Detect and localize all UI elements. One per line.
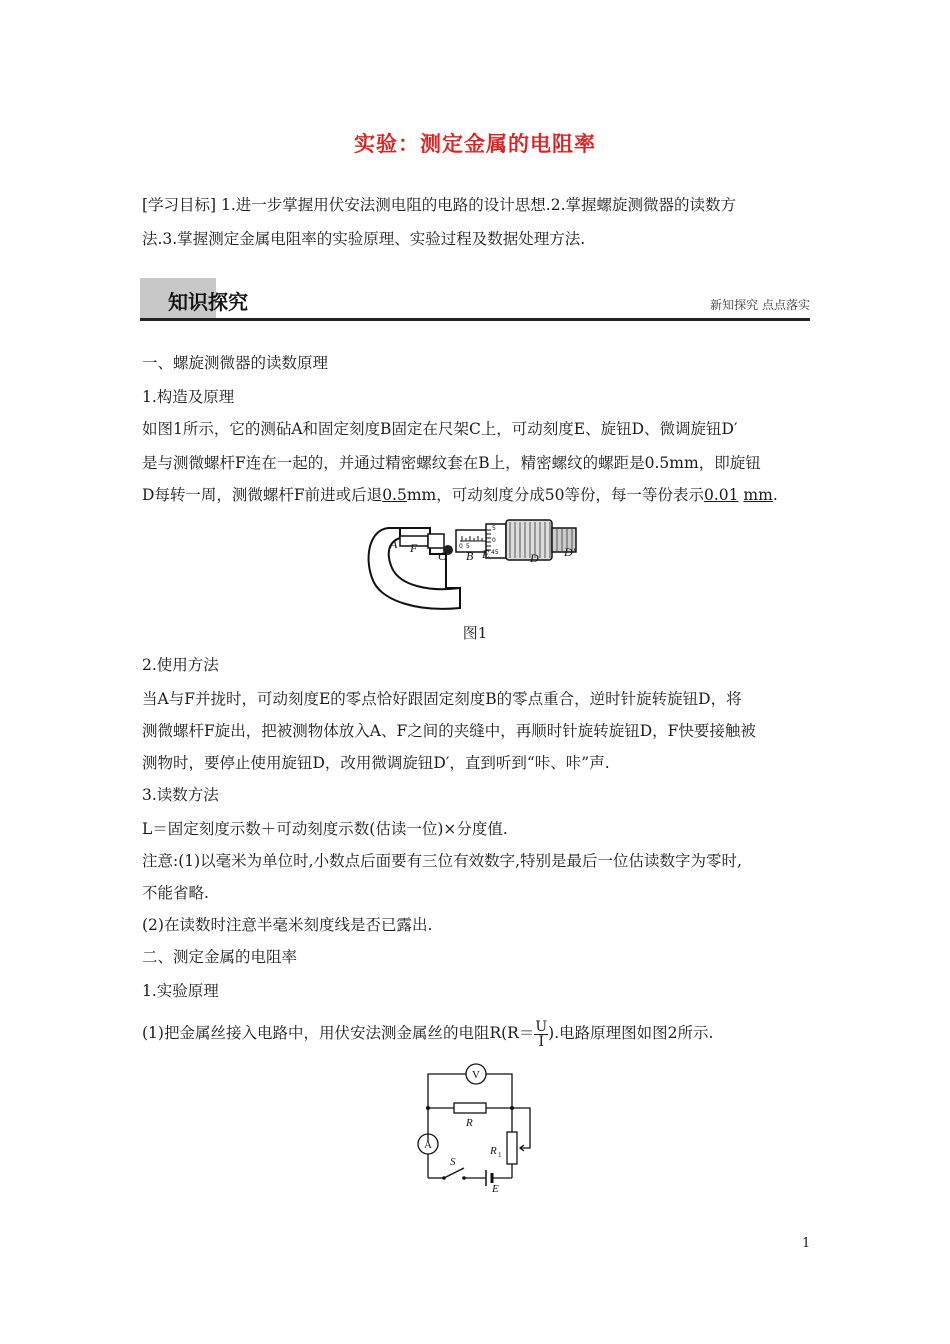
learning-objectives-line-1: [学习目标] 1.进一步掌握用伏安法测电阻的电路的设计思想.2.掌握螺旋测微器的读数方 [142, 196, 737, 214]
section-banner [140, 278, 810, 322]
paragraph-2-line-2: 测微螺杆F旋出，把被测物体放入A、F之间的夹缝中，再顺时针旋转旋钮D，F快要接触被 [142, 722, 756, 740]
paragraph-2-line-3: 测物时，要停止使用旋钮D，改用微调旋钮D′，直到听到“咔、咔”声. [142, 754, 610, 772]
switch-label: S [450, 1156, 456, 1168]
label-f: F [410, 541, 418, 555]
note-2: (2)在读数时注意半毫米刻度线是否已露出. [142, 916, 433, 934]
thimble-scale-5: 5 [492, 525, 496, 532]
paragraph-2-line-1: 当A与F并拢时，可动刻度E的零点恰好跟固定刻度B的零点重合，逆时针旋转旋钮D，将 [142, 690, 742, 708]
note-line-1: 注意:(1)以毫米为单位时,小数点后面要有三位有效数字,特别是最后一位估读数字为零时, [142, 852, 742, 870]
note-line-2: 不能省略. [142, 884, 209, 902]
reading-formula: L＝固定刻度示数＋可动刻度示数(估读一位)×分度值. [142, 820, 508, 838]
sleeve-scale-0: 0 [459, 543, 463, 550]
section-2-sub-1: 1.实验原理 [142, 982, 219, 1000]
principle-text-a: (1)把金属丝接入电路中，用伏安法测金属丝的电阻R(R＝ [142, 1024, 535, 1042]
p1-text-b: mm，可动刻度分成50等份，每一等份表示 [406, 486, 704, 504]
p1-text-a: D每转一周，测微螺杆F前进或后退 [142, 486, 383, 504]
rheostat-label-subscript: 1 [498, 1151, 502, 1159]
fraction-numerator: U [535, 1018, 548, 1035]
banner-rule [140, 318, 810, 321]
rheostat-label: R [490, 1145, 497, 1157]
section-2-heading: 二、测定金属的电阻率 [142, 948, 298, 966]
label-d: D [530, 551, 539, 565]
section-1-sub-2: 2.使用方法 [142, 656, 219, 674]
voltmeter-symbol: V [472, 1069, 480, 1081]
blank-unit: mm [743, 486, 773, 504]
paragraph-1-line-1: 如图1所示，它的测砧A和固定刻度B固定在尺架C上，可动刻度E、旋钮D、微调旋钮D′ [142, 420, 738, 438]
resistor-label: R [466, 1117, 473, 1129]
paragraph-1-line-2: 是与测微螺杆F连在一起的，并通过精密螺纹套在B上，精密螺纹的螺距是0.5mm，即旋钮 [142, 454, 761, 472]
battery-label: E [492, 1183, 499, 1192]
section-1-sub-1: 1.构造及原理 [142, 388, 235, 406]
blank-pitch: 0.5 [382, 486, 407, 504]
label-c: C [438, 549, 447, 563]
label-a: A [390, 537, 398, 551]
thimble-scale-0: 0 [492, 537, 496, 544]
principle-text-b: ).电路原理图如图2所示. [548, 1024, 714, 1042]
thimble-scale-45: 45 [491, 549, 499, 556]
ammeter-symbol: A [424, 1139, 432, 1151]
label-e: E [482, 547, 490, 561]
section-1-heading: 一、螺旋测微器的读数原理 [142, 354, 329, 372]
banner-heading: 知识探究 [168, 290, 248, 314]
p1-end: . [772, 486, 778, 504]
section-1-sub-3: 3.读数方法 [142, 786, 219, 804]
blank-division-value: 0.01 [703, 486, 739, 504]
fraction-u-over-i [534, 1020, 548, 1049]
learning-objectives-line-2: 法.3.掌握测定金属电阻率的实验原理、实验过程及数据处理方法. [142, 230, 586, 248]
figure-1-caption: 图1 [462, 624, 488, 642]
paragraph-1-line-3 [142, 478, 812, 512]
sleeve-scale-5: 5 [466, 543, 470, 550]
micrometer-figure [360, 516, 595, 616]
circuit-diagram [410, 1062, 555, 1192]
banner-subtitle: 新知探究 点点落实 [710, 298, 810, 312]
principle-paragraph [142, 1016, 812, 1050]
page-number: 1 [802, 1236, 811, 1251]
fraction-denominator: I [538, 1033, 545, 1050]
label-b: B [466, 549, 474, 563]
label-d-prime: D′ [564, 545, 576, 559]
page-title: 实验：测定金属的电阻率 [354, 132, 596, 156]
